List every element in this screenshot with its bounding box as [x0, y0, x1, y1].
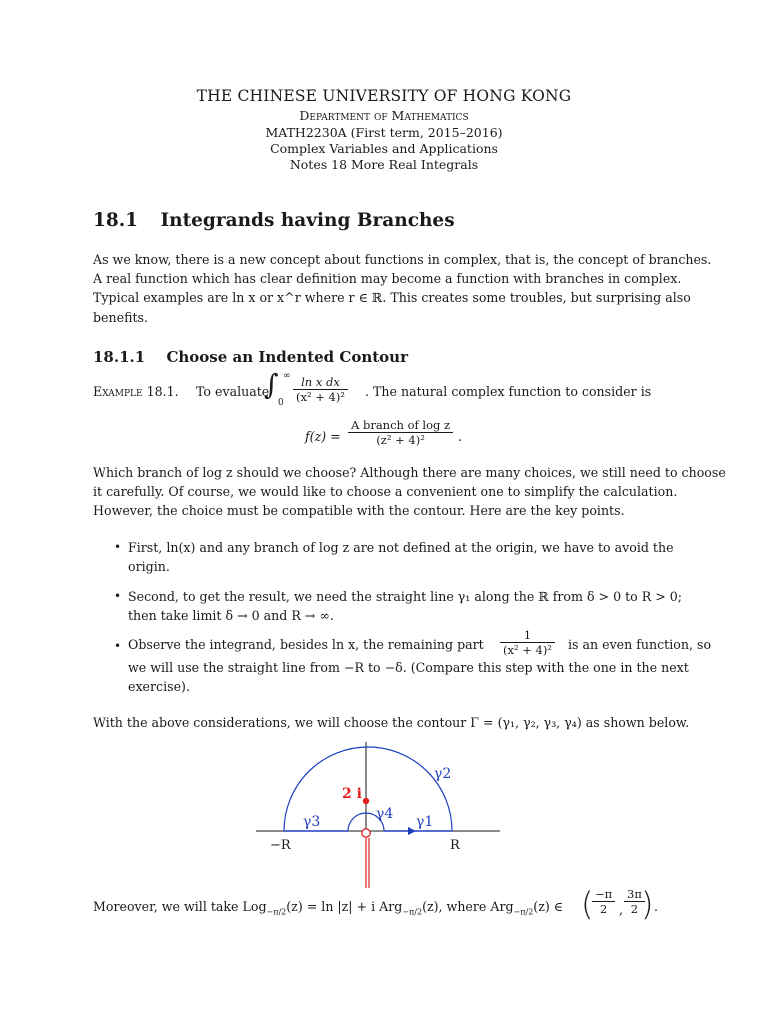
- final-text-a: Moreover, we will take Log: [93, 899, 267, 914]
- fz-period: .: [458, 429, 463, 444]
- r-label: R: [450, 838, 460, 853]
- gamma2-label: γ2: [434, 766, 452, 782]
- bullet-line: Second, to get the result, we need the straight line γ₁ along the ℝ from δ > 0 to R > 0;: [128, 589, 683, 604]
- gamma4-label: γ4: [376, 806, 394, 822]
- interval-upper-den: 2: [630, 902, 639, 916]
- final-text-d: (z) ∈: [533, 899, 564, 914]
- bullet-text: [128, 538, 680, 576]
- final-sub-c: −π/2: [513, 907, 534, 917]
- pole-dot: [363, 798, 369, 804]
- intro-line: A real function which has clear definition may become a function with branches in complex.: [93, 271, 682, 287]
- minus-r-label: −R: [270, 838, 291, 853]
- direction-arrow-icon: [408, 827, 416, 835]
- course-line: MATH2230A (First term, 2015–2016): [265, 125, 503, 140]
- bullet-line: First, ln(x) and any branch of log z are not defined at the origin, we have to avoid the: [128, 540, 674, 555]
- right-paren-icon: ): [641, 885, 654, 923]
- bullet-line: then take limit δ → 0 and R → ∞.: [128, 608, 334, 624]
- example-statement: [93, 368, 693, 412]
- section-title: Integrands having Branches: [160, 210, 455, 231]
- example-trail: . The natural complex function to consider is: [365, 384, 652, 399]
- example-label: Example 18.1.: [93, 384, 179, 399]
- university-title: THE CHINESE UNIVERSITY OF HONG KONG: [196, 87, 572, 105]
- section-heading: [93, 210, 455, 231]
- branch-line: Which branch of log z should we choose? Although there are many choices, we still need to choose: [93, 465, 726, 480]
- integral-upper-limit: ∞: [283, 371, 291, 381]
- notes-line: Notes 18 More Real Integrals: [289, 157, 479, 172]
- interval-lower-fraction: [592, 887, 615, 916]
- origin-hole: [362, 829, 370, 837]
- example-lead: To evaluate: [196, 384, 270, 399]
- intro-paragraph: [93, 250, 712, 327]
- final-sub-a: −π/2: [266, 907, 287, 917]
- department-line: Department of Mathematics: [299, 108, 469, 123]
- interval-upper-num: 3π: [624, 887, 645, 902]
- integrand-numerator: ln x dx: [293, 375, 348, 390]
- bullet-line: is an even function, so: [568, 637, 712, 652]
- bullet-line: we will use the straight line from −R to −δ. (Compare this step with the one in the next: [128, 660, 689, 675]
- final-sentence: [93, 885, 693, 929]
- fz-numerator: A branch of log z: [348, 418, 453, 433]
- bullet-list: [0, 536, 768, 706]
- contour-diagram: [0, 740, 768, 890]
- subsection-title: Choose an Indented Contour: [166, 348, 408, 366]
- branch-paragraph: [93, 463, 726, 521]
- subsection-heading: [93, 348, 408, 366]
- fz-equation: [300, 418, 500, 454]
- left-paren-icon: (: [581, 885, 594, 923]
- final-text-b: (z) = ln |z| + i Arg: [286, 899, 403, 914]
- section-number: 18.1: [93, 210, 139, 231]
- even-part-denominator: (x² + 4)²: [503, 643, 552, 657]
- subject-line: Complex Variables and Applications: [270, 141, 498, 156]
- final-line: [93, 899, 563, 917]
- contour-sentence: [93, 713, 690, 732]
- integrand-fraction: [293, 375, 348, 404]
- integrand-denominator: (x² + 4)²: [296, 390, 345, 404]
- interval-comma: ,: [619, 902, 624, 917]
- intro-line: As we know, there is a new concept about functions in complex, that is, the concept of branches.: [93, 252, 712, 267]
- bullet-text: [128, 628, 712, 698]
- bullet-dot-icon: •: [114, 589, 122, 603]
- bullet-line: Observe the integrand, besides ln x, the remaining part: [128, 637, 484, 652]
- bullet-dot-icon: •: [114, 540, 122, 554]
- bullet-line: exercise).: [128, 679, 190, 694]
- gamma1-label: γ1: [416, 814, 434, 830]
- interval-lower-num: −π: [592, 887, 615, 902]
- fz-fraction: [348, 418, 453, 447]
- integral-sign-icon: ∫: [264, 368, 279, 401]
- interval-lower-den: 2: [599, 902, 608, 916]
- integral-lower-limit: 0: [278, 398, 284, 408]
- even-part-numerator: 1: [500, 628, 555, 643]
- branch-line: However, the choice must be compatible with the contour. Here are the key points.: [93, 503, 625, 519]
- final-sub-b: −π/2: [402, 907, 423, 917]
- gamma3-label: γ3: [303, 814, 321, 830]
- final-text-c: (z), where Arg: [422, 899, 514, 914]
- final-period: .: [654, 899, 659, 914]
- bullet-text: [128, 587, 683, 625]
- intro-line: benefits.: [93, 309, 149, 325]
- fz-lhs: f(z) =: [305, 429, 341, 444]
- bullet-line: origin.: [128, 559, 170, 575]
- branch-line: it carefully. Of course, we would like to choose a convenient one to simplify the calculation.: [93, 484, 678, 500]
- contour-sentence-text: With the above considerations, we will choose the contour Γ = (γ₁, γ₂, γ₃, γ₄) as shown below.: [93, 715, 690, 730]
- pole-label: 2 i: [342, 786, 362, 802]
- subsection-number: 18.1.1: [93, 348, 146, 366]
- intro-line: Typical examples are ln x or x^r where r ∈ ℝ. This creates some troubles, but surprising also: [93, 290, 691, 306]
- even-part-fraction: [500, 628, 555, 657]
- fz-denominator: (z² + 4)²: [376, 433, 425, 447]
- bullet-dot-icon: •: [114, 639, 122, 653]
